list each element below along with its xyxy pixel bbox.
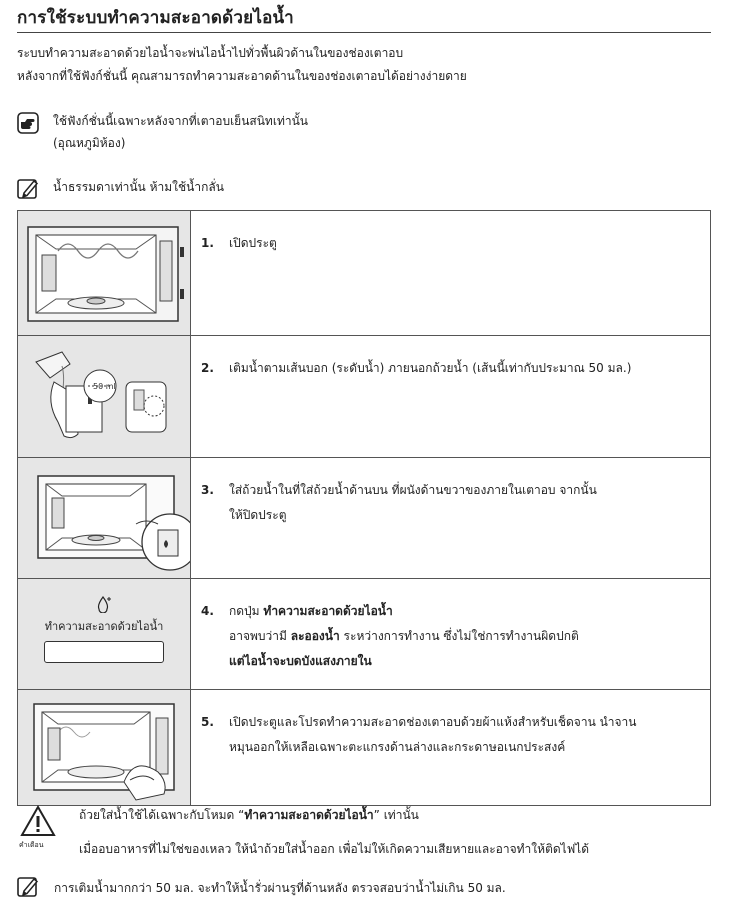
intro-line: หลังจากที่ใช้ฟังก์ชั่นนี้ คุณสามารถทำความสะอาดด้านในของช่องเตาอบได้อย่างง่ายดาย bbox=[17, 69, 467, 83]
warning-icon bbox=[20, 805, 56, 837]
step-number: 4. bbox=[201, 604, 214, 618]
warning-line: เมื่ออบอาหารที่ไม่ใช่ของเหลว ให้นำถ้วยใส่น้ำออก เพื่อไม่ให้เกิดความเสียหายและอาจทำให้ติดไฟได้ bbox=[79, 842, 590, 856]
step-number: 1. bbox=[201, 236, 214, 250]
step-illustration bbox=[18, 211, 191, 336]
insert-cup-illustration bbox=[18, 458, 190, 574]
note-line: ใช้ฟังก์ชั่นนี้เฉพาะหลังจากที่เตาอบเย็นสนิทเท่านั้น bbox=[53, 114, 308, 128]
step-number: 3. bbox=[201, 483, 214, 497]
intro-paragraph bbox=[17, 42, 467, 88]
step-illustration bbox=[18, 579, 191, 690]
warning-line: ถ้วยใส่น้ำใช้ได้เฉพาะกับโหมด “ทำความสะอาดด้วยไอน้ำ” เท่านั้น bbox=[79, 808, 419, 822]
step-text: เติมน้ำตามเส้นบอก (ระดับน้ำ) ภายนอกถ้วยน้ำ (เส้นนี้เท่ากับประมาณ 50 มล.) bbox=[229, 361, 632, 375]
note-line: (อุณหภูมิห้อง) bbox=[53, 136, 126, 150]
step-row: ทำความสะอาดด้วยไอน้ำ 4. กดปุ่ม ทำความสะอาดด้วยไอน้ำ อาจพบว่ามี ละอองน้ำ ระหว่างการทำงาน ซึ่งไม่ใช่การทำงานผิดปกติ แต่ไอน้ำจะบดบังแสงภายใน bbox=[18, 579, 711, 690]
title-divider bbox=[17, 32, 711, 33]
step-row bbox=[18, 690, 711, 806]
step-text: เปิดประตูและโปรดทำความสะอาดช่องเตาอบด้วยผ้าแห้งสำหรับเช็ดจาน นำจาน bbox=[229, 715, 637, 729]
steam-clean-button-label: ทำความสะอาดด้วยไอน้ำ bbox=[44, 620, 164, 633]
steam-drop-icon bbox=[95, 595, 113, 613]
step-text: ใส่ถ้วยน้ำในที่ใส่ถ้วยน้ำด้านบน ที่ผนังด้านขวาของภายในเตาอบ จากนั้น bbox=[229, 483, 597, 497]
page-title: การใช้ระบบทำความสะอาดด้วยไอน้ำ bbox=[17, 8, 294, 28]
step-number: 5. bbox=[201, 715, 214, 729]
final-note: การเติมน้ำมากกว่า 50 มล. จะทำให้น้ำรั่วผ่านรูที่ด้านหลัง ตรวจสอบว่าน้ำไม่เกิน 50 มล. bbox=[54, 881, 506, 895]
water-level-label: 50 ml bbox=[93, 382, 116, 391]
pointing-hand-icon bbox=[17, 112, 39, 134]
step-row bbox=[18, 336, 711, 458]
step-illustration bbox=[18, 690, 191, 806]
steam-clean-button[interactable] bbox=[44, 641, 164, 663]
note-pencil-icon bbox=[17, 178, 39, 200]
warning-label: คำเตือน bbox=[19, 841, 44, 849]
fill-water-cup-illustration bbox=[18, 336, 190, 453]
note-pencil-icon bbox=[17, 876, 39, 898]
steps-table bbox=[17, 210, 711, 806]
step-text: เปิดประตู bbox=[229, 236, 277, 250]
step-illustration bbox=[18, 336, 191, 458]
intro-line: ระบบทำความสะอาดด้วยไอน้ำจะพ่นไอน้ำไปทั่วพื้นผิวด้านในของช่องเตาอบ bbox=[17, 46, 404, 60]
step-text: ให้ปิดประตู bbox=[229, 508, 287, 522]
step-row bbox=[18, 458, 711, 579]
step-text: หมุนออกให้เหลือเฉพาะตะแกรงด้านล่างและกระดาษอเนกประสงค์ bbox=[229, 740, 566, 754]
step-row bbox=[18, 211, 711, 336]
steam-clean-mode-name: ทำความสะอาดด้วยไอน้ำ bbox=[263, 604, 393, 618]
step-illustration bbox=[18, 458, 191, 579]
control-panel bbox=[18, 579, 190, 663]
note-line: น้ำธรรมดาเท่านั้น ห้ามใช้น้ำกลั่น bbox=[53, 180, 224, 194]
wipe-oven-illustration bbox=[18, 690, 190, 801]
step-number: 2. bbox=[201, 361, 214, 375]
open-oven-illustration bbox=[18, 211, 190, 331]
